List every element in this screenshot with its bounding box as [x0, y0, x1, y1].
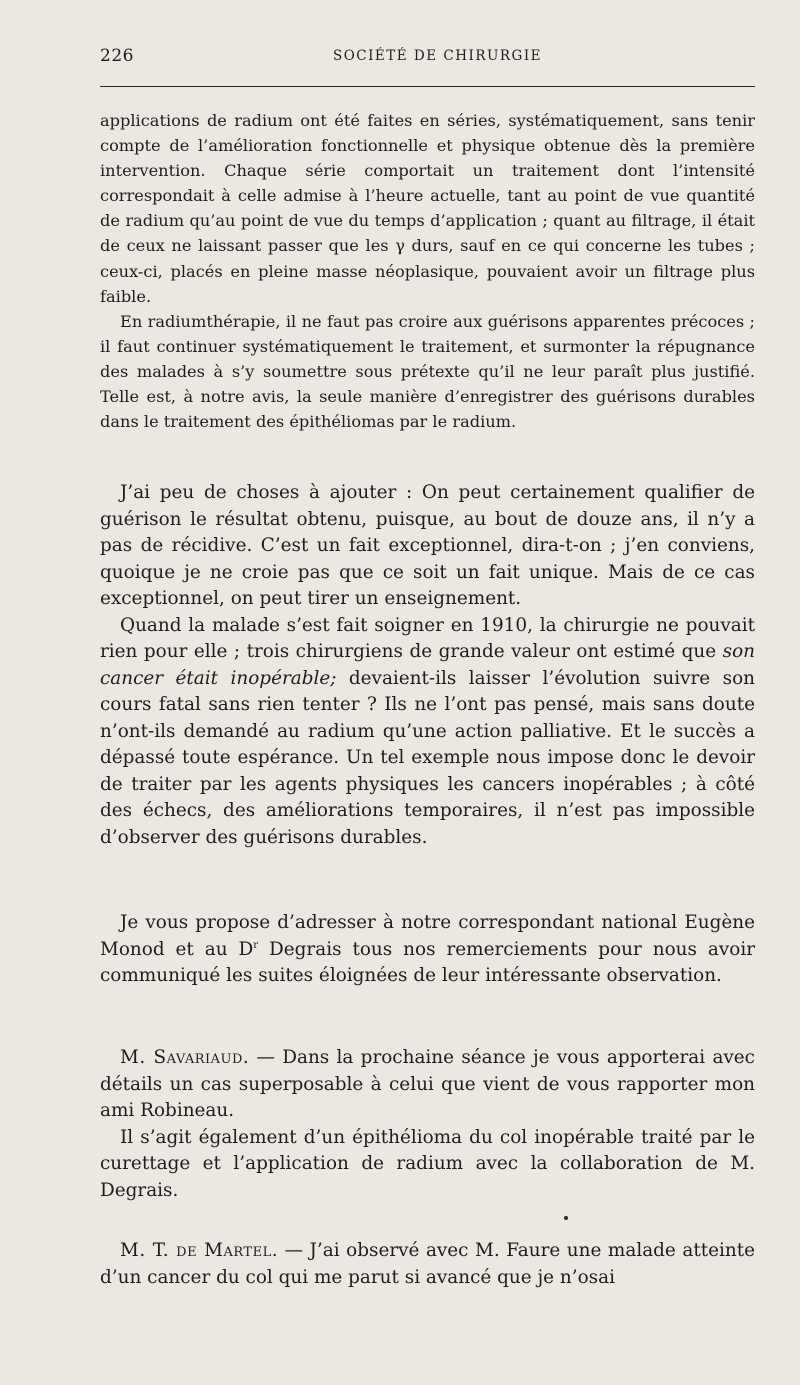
paragraph-de-martel [100, 1238, 755, 1291]
running-head: SOCIÉTÉ DE CHIRURGIE [332, 48, 543, 64]
page-header [100, 46, 755, 70]
speaker-savariaud: M. Savariaud. [120, 1047, 250, 1068]
savariaud-block [100, 1045, 755, 1204]
paragraph-quand-part-2: devaient-ils laisser l’évolution suivre son cours fatal sans rien tenter ? Ils ne l’ont pas pensé, mais sans doute n’ont-ils demandé au radium qu’une action palliative. Et le succès a dépassé toute espérance. Un tel exemple nous impose donc le devoir de traiter par les agents physiques les cancers inopérables ; à côté des échecs, des améliorations temporaires, il n’est pas impossible d’observer des guérisons durables. [100, 667, 755, 848]
paragraph-propose-part-2: Degrais tous nos remerciements pour nous avoir communiqué les suites éloignées de leur intéressante observation. [100, 938, 755, 986]
paragraph-propose-part-1: Je vous propose d’adresser à notre correspondant national Eugène Monod et au D [100, 912, 755, 960]
paragraph-savariaud [100, 1045, 755, 1125]
paragraph-epithelioma: Il s’agit également d’un épithélioma du col inopérable traité par le curettage et l’application de radium avec la collaboration de M. Degrais. [100, 1126, 755, 1201]
paragraph-propose [100, 910, 755, 990]
speaker-de-martel: M. T. de Martel. [120, 1240, 279, 1261]
paragraph-ajouter: J’ai peu de choses à ajouter : On peut certainement qualifier de guérison le résultat obtenu, puisque, au bout de douze ans, il n’y a pas de récidive. C’est un fait exceptionnel, dira-t-on ; j’en conviens, quoique je ne croie pas que ce soit un fait unique. Mais de ce cas exceptionnel, on peut tirer un enseignement. [100, 482, 755, 609]
report-text-block [100, 108, 755, 434]
italic-quote: son cancer était inopérable; [100, 641, 755, 689]
de-martel-text: — J’ai observé avec M. Faure une malade atteinte d’un cancer du col qui me parut si avancé que je n’osai [100, 1240, 755, 1288]
commentary-block [100, 480, 755, 851]
paragraph-applications: applications de radium ont été faites en séries, systématiquement, sans tenir compte de l’amélioration fonctionnelle et physique obtenue dès la première intervention. Chaque série comportait un traitement dont l’intensité correspondait à celle admise à l’heure actuelle, tant au point de vue quantité de radium qu’au point de vue du temps d’application ; quant au filtrage, il était de ceux ne laissant passer que les γ durs, sauf en ce qui concerne les tubes ; ceux-ci, placés en pleine masse néoplasique, pouvaient avoir un filtrage plus faible. [100, 111, 755, 306]
doctor-superscript: r [253, 939, 259, 951]
paragraph-radiumtherapie: En radiumthérapie, il ne faut pas croire aux guérisons apparentes précoces ; il faut continuer systématiquement le traitement, et surmonter la répugnance des malades à s’y soumettre sous prétexte qu’il ne leur paraît plus justifié. Telle est, à notre avis, la seule manière d’enregistrer des guérisons durables dans le traitement des épithéliomas par le radium. [100, 311, 755, 432]
page-number: 226 [100, 46, 134, 66]
paragraph-quand-part-1: Quand la malade s’est fait soigner en 1910, la chirurgie ne pouvait rien pour elle ; trois chirurgiens de grande valeur ont estimé que [100, 614, 755, 662]
proposal-block [100, 910, 755, 990]
de-martel-block [100, 1238, 755, 1291]
savariaud-text: — Dans la prochaine séance je vous apporterai avec détails un cas superposable à celui que vient de vous rapporter mon ami Robineau. [100, 1047, 755, 1121]
paragraph-quand-la-malade [100, 613, 755, 852]
stray-dot [564, 1216, 568, 1220]
header-rule [100, 86, 755, 87]
